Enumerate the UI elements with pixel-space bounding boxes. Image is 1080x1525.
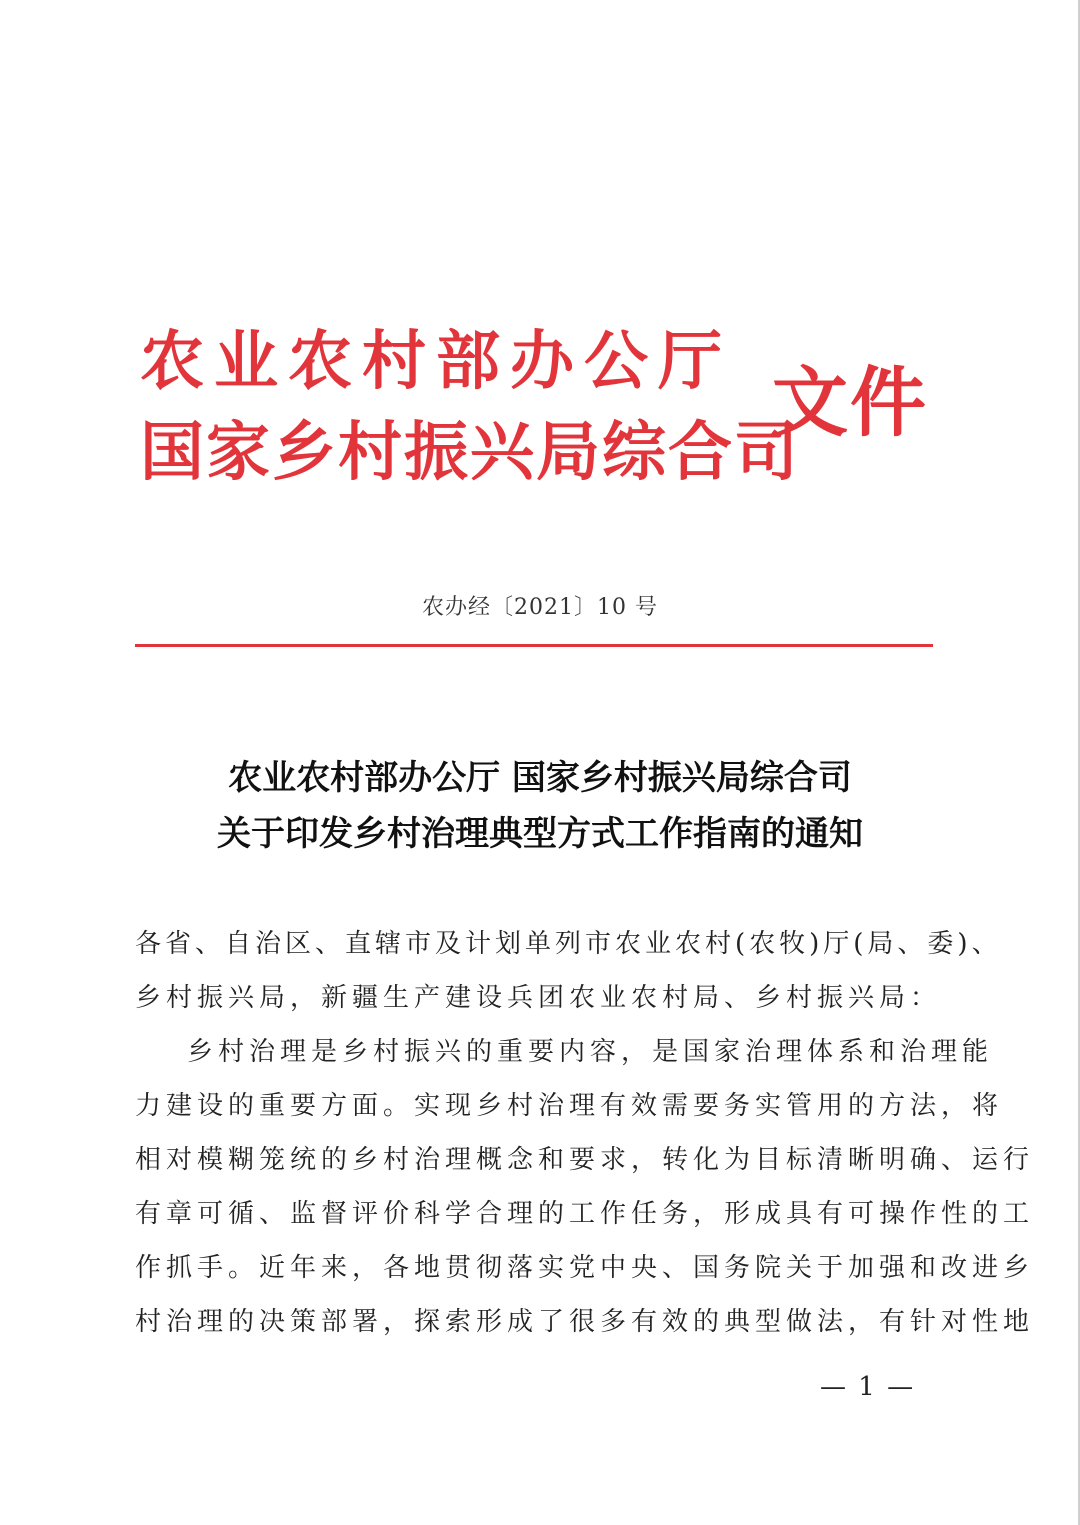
paragraph-line: 作抓手。近年来，各地贯彻落实党中央、国务院关于加强和改进乡 xyxy=(135,1253,1035,1283)
addressee-line-2: 乡村振兴局，新疆生产建设兵团农业农村局、乡村振兴局： xyxy=(135,983,942,1013)
paragraph-line: 相对模糊笼统的乡村治理概念和要求，转化为目标清晰明确、运行 xyxy=(135,1145,1035,1175)
title-line-2: 关于印发乡村治理典型方式工作指南的通知 xyxy=(217,814,863,854)
paragraph-line: 乡村治理是乡村振兴的重要内容，是国家治理体系和治理能 xyxy=(187,1037,994,1067)
addressee-line-1: 各省、自治区、直辖市及计划单列市农业农村(农牧)厅(局、委)、 xyxy=(135,929,1002,959)
red-divider xyxy=(135,644,933,647)
page-number: — 1 — xyxy=(820,1372,916,1402)
issuer-line-2: 国家乡村振兴局综合司 xyxy=(140,415,800,490)
document-number: 农办经〔2021〕10 号 xyxy=(422,595,658,620)
file-label: 文件 xyxy=(772,358,928,447)
title-line-1: 农业农村部办公厅 国家乡村振兴局综合司 xyxy=(228,758,852,798)
paragraph-line: 力建设的重要方面。实现乡村治理有效需要务实管用的方法，将 xyxy=(135,1091,1004,1121)
paragraph-line: 村治理的决策部署，探索形成了很多有效的典型做法，有针对性地 xyxy=(135,1307,1035,1337)
issuer-line-1: 农业农村部办公厅 xyxy=(140,324,732,399)
paragraph-line: 有章可循、监督评价科学合理的工作任务，形成具有可操作性的工 xyxy=(135,1199,1035,1229)
